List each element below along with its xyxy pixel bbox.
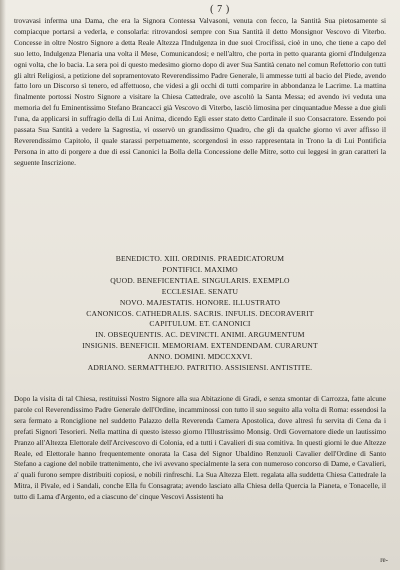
inscription-line: CANONICOS. CATHEDRALIS. SACRIS. INFULIS. DECORAVERIT [86, 308, 314, 318]
inscription-line: ANNO. DOMINI. MDCCXXVI. [147, 352, 253, 362]
inscription-line: BENEDICTO. XIII. ORDINIS. PRAEDICATORUM [115, 254, 285, 263]
inscription-line: QUOD. BENEFICENTIAE. SINGULARIS. EXEMPLO [110, 275, 290, 285]
inscription-line: IN. OBSEQUENTIS. AC. DEVINCTI. ANIMI. ARGUMENTUM [95, 330, 305, 340]
body-paragraph-2: Dopo la visita di tal Chiesa, restituissi Nostro Signore alla sua Abitazione di Gradi, e senza smontar di Carrozza, fatte alcune parole col Reverendissimo Padre Generale dell'Ordine, incamminossi con tutto il suo seguito alla volta di Roma: essendosi la sera fermato a Ronciglione nel suddetto Palazzo della Reverenda Camera Apostolica, dove altresì fu servita di Cena da i prefati Signori Tesorieri. Nella mattina di questo istesso giorno l'Illustrissimo Monsig. Ordi Governatore diede un lautissimo Pranzo all'Altezza Elettorale dell'Arcivescovo di Colonia, ed a tutti i Cavalieri di sua comitiva. In questi giorni le due Altezze Reale, ed Elettorale hanno frequentemente onorata la Casa del Signor Ubaldino Renzuoli Cavalier dell'Ordine di Santo Stefano a cagione del nobile trattenimento, che ivi avevano specialmente la sera con numeroso concorso di Dame, e Cavalieri, a' quali furono sempre distribuiti copiosi, e nobili rinfreschi. La Sua Altezza Elett. regalata alla suddetta Chiesa Cattedrale la Mitra, il Pivale, ed i Sandali, conche Ella fu Consagrata; avendo lasciato alla Chiesa della Quercia la Pianeta, e Tonacelle, il tutto di Lama d'Argento, ed a ciascuno de' cinque Vescovi Assistenti ha [14, 394, 386, 502]
inscription-line: CAPITULUM. ET. CANONICI [149, 319, 251, 329]
body-paragraph-1: trovavasi inferma una Dama, che era la Signora Contessa Valvasoni, venuta con fecco, la Santità Sua pietosamente si compiacque portarsi a vederla, e consolarla: ritrovandosi sempre con Sua Santità il detto Monsignor Vescovo di Viterbo. Concesse in oltre Nostro Signore a detta Reale Altezza l'Indulgenza in due suoi Crocifissi, cioè in uno, che tiene a capo del suo letto, Indulgenza Plenaria una volta il Mese, Comunicandosi; e nell'altro, che porta in petto quaranta giorni d'Indulgenza ogni volta, che lo bacia. La sera poi di questo medesimo giorno dopo di aver Sua Santità cenato nel comun Refettorio con tutti gli altri Religiosi, a petizione del sopramentovato Reverendissimo Padre Generale, li ammesse tutti al bacio del Piede, avendo fatto loro un Discorso sì tenero, ed affettuoso, che videsi a gli occhi di tutti comparire in abbondanza le Lacrime. La mattina finalmente portossi Nostro Signore a visitare la Chiesa Cattedrale, ove ascoltò la Santa Messa; ed avendo ivi veduta una memoria del fu Eminentissimo Stefano Brancacci già Vescovo di Viterbo, lasciò limosina per cinquantadue Messe a due giuli l'una, da applicarsi in suffragio della di Lui Anima, dicendo Egli esser stato detto Cardinale il suo Consacratore. Essendo poi passata Sua Santità a vedere la Sagrestia, vi osservò un grandissimo Quadro, che gli da qualche giorno vi aver affisso il Reverendissimo Capitolo, il quale starassi perpetuamente, scorgendosi in esso rappresentata in Trono la di Lui Pontificia Persona in atto di porgere a due di essi Canonici la Bolla della Concessione delle Mitre, sotto cui leggesi in gran caratteri la seguente Inscrizione. [14, 16, 386, 167]
inscription-line: NOVO. MAJESTATIS. HONORE. ILLUSTRATO [119, 297, 281, 307]
page-number: ( 7 ) [210, 4, 230, 15]
page-edge-shadow [0, 0, 6, 570]
inscription-line: PONTIFICI. MAXIMO [162, 264, 238, 274]
inscription-line: INSIGNIS. BENEFICII. MEMORIAM. EXTENDENDAM. CURARUNT [82, 341, 318, 351]
catchword: re- [380, 556, 388, 564]
inscription-block [14, 254, 386, 374]
inscription-line: ECCLESIAE. SENATU [161, 286, 239, 296]
inscription-line: ADRIANO. SERMATTHEJO. PATRITIO. ASSISIENSI. ANTISTITE. [87, 363, 313, 373]
